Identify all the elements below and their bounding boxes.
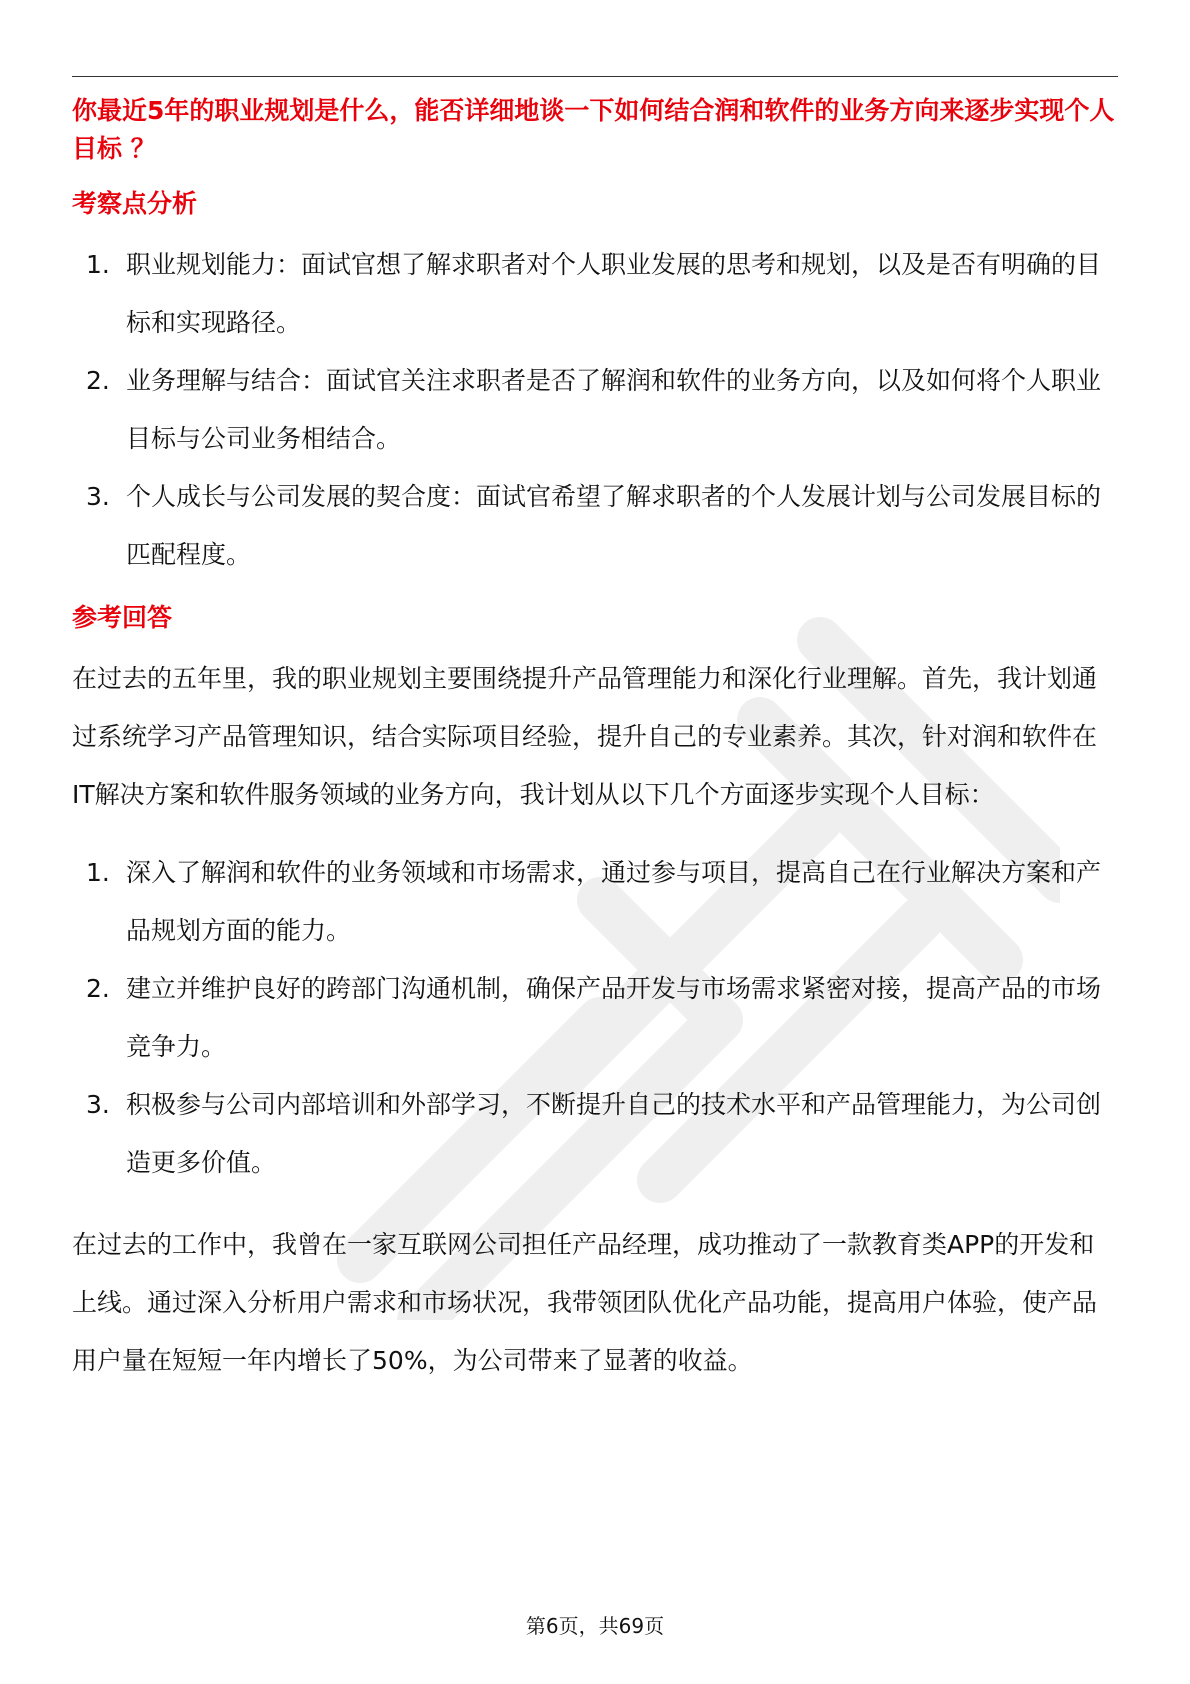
- list-item: [72, 468, 1118, 584]
- answer-list: [72, 844, 1118, 1192]
- question-heading: 你最近5年的职业规划是什么，能否详细地谈一下如何结合润和软件的业务方向来逐步实现个人目标 ？: [72, 96, 1115, 163]
- answer-closing-paragraph: 在过去的工作中，我曾在一家互联网公司担任产品经理，成功推动了一款教育类APP的开发和上线。通过深入分析用户需求和市场状况，我带领团队优化产品功能，提高用户体验，使产品用户量在短短一年内增长了50%，为公司带来了显著的收益。: [72, 1230, 1098, 1375]
- list-item-number: 2.: [86, 974, 110, 1003]
- answer-title: 参考回答: [72, 603, 173, 632]
- list-item-number: 3.: [86, 482, 110, 511]
- top-divider: [72, 76, 1118, 77]
- list-item-number: 1.: [86, 858, 110, 887]
- analysis-list: [72, 236, 1118, 584]
- list-item-number: 2.: [86, 366, 110, 395]
- page-number-footer: 第6页，共69页: [525, 1614, 665, 1638]
- list-item-text: 积极参与公司内部培训和外部学习，不断提升自己的技术水平和产品管理能力，为公司创造更多价值。: [126, 1090, 1102, 1177]
- answer-intro-paragraph: 在过去的五年里，我的职业规划主要围绕提升产品管理能力和深化行业理解。首先，我计划通过系统学习产品管理知识，结合实际项目经验，提升自己的专业素养。其次，针对润和软件在IT解决方案和软件服务领域的业务方向，我计划从以下几个方面逐步实现个人目标：: [72, 664, 1098, 809]
- list-item-text: 业务理解与结合：面试官关注求职者是否了解润和软件的业务方向，以及如何将个人职业目标与公司业务相结合。: [126, 366, 1102, 453]
- list-item: [72, 352, 1118, 468]
- main-content: [72, 92, 1118, 1390]
- list-item-text: 个人成长与公司发展的契合度：面试官希望了解求职者的个人发展计划与公司发展目标的匹配程度。: [126, 482, 1102, 569]
- list-item: [72, 844, 1118, 960]
- list-item-number: 3.: [86, 1090, 110, 1119]
- list-item: [72, 1076, 1118, 1192]
- list-item-number: 1.: [86, 250, 110, 279]
- list-item-text: 深入了解润和软件的业务领域和市场需求，通过参与项目，提高自己在行业解决方案和产品规划方面的能力。: [126, 858, 1102, 945]
- analysis-title: 考察点分析: [72, 189, 198, 218]
- list-item-text: 建立并维护良好的跨部门沟通机制，确保产品开发与市场需求紧密对接，提高产品的市场竞争力。: [126, 974, 1102, 1061]
- list-item-text: 职业规划能力：面试官想了解求职者对个人职业发展的思考和规划，以及是否有明确的目标和实现路径。: [126, 250, 1102, 337]
- list-item: [72, 236, 1118, 352]
- list-item: [72, 960, 1118, 1076]
